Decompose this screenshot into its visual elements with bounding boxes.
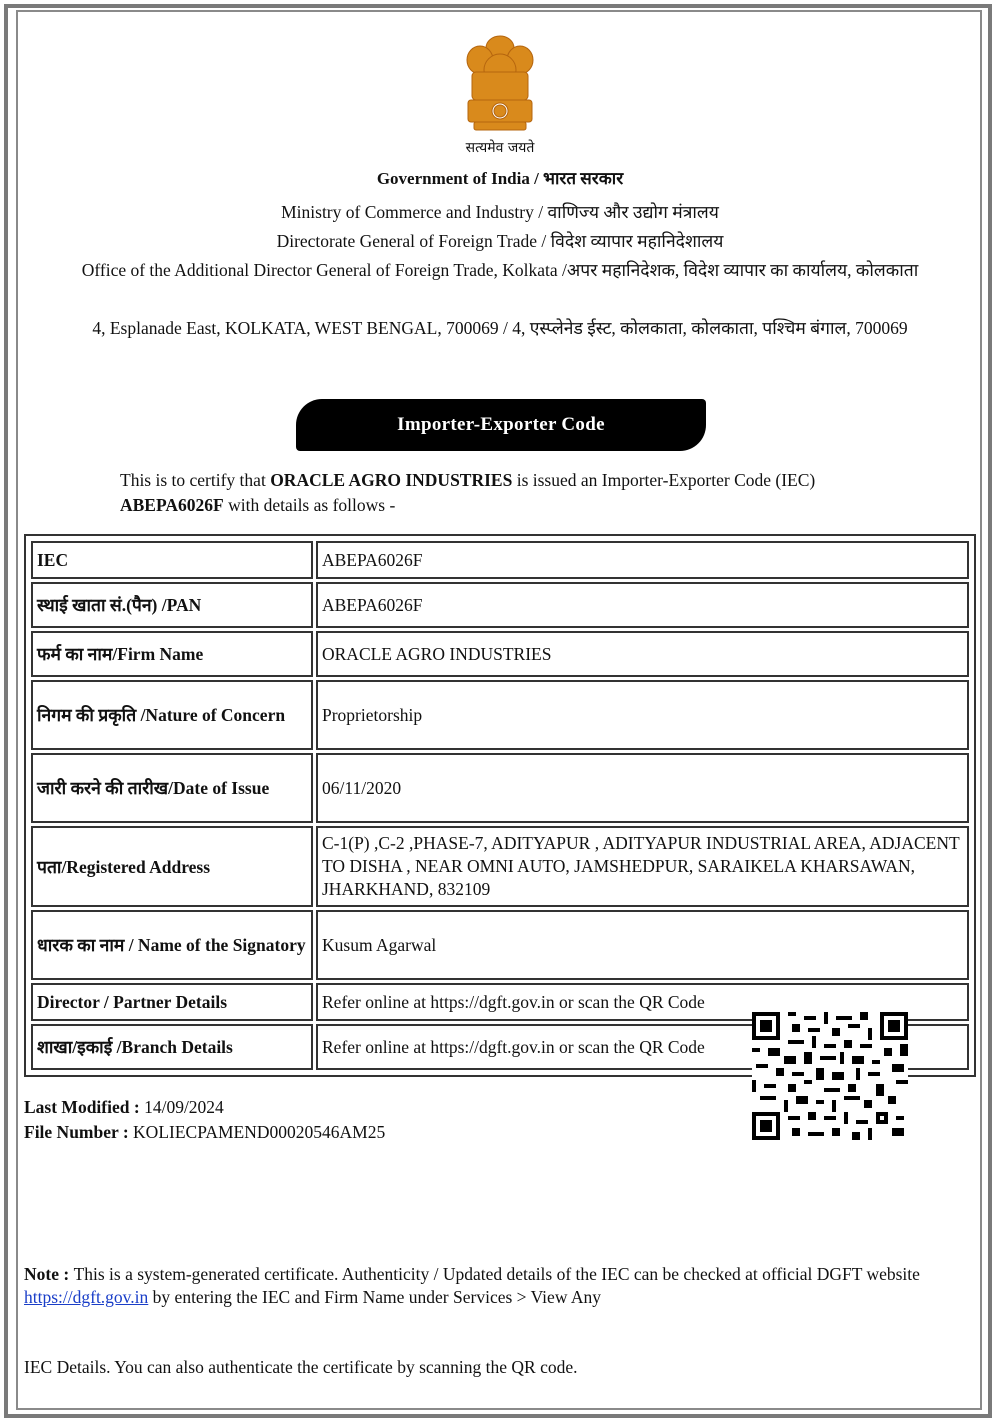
last-modified-label: Last Modified :: [24, 1097, 145, 1117]
certificate-title: Importer-Exporter Code: [296, 399, 706, 451]
certify-statement: [120, 468, 920, 518]
note-closing-line: IEC Details. You can also authenticate the certificate by scanning the QR code.: [24, 1357, 578, 1377]
row-value: Refer online at https://dgft.gov.in or scan the QR Code: [316, 983, 969, 1021]
last-modified: [24, 1095, 385, 1120]
last-modified-value: 14/09/2024: [144, 1097, 224, 1117]
note-paragraph: [24, 1263, 964, 1309]
table-row: [31, 541, 969, 579]
row-label: जारी करने की तारीख/Date of Issue: [31, 753, 313, 823]
certify-iec: ABEPA6026F: [120, 495, 224, 515]
address-line: 4, Esplanade East, KOLKATA, WEST BENGAL, 700069 / 4, एस्प्लेनेड ईस्ट, कोलकाता, कोलकाता, पश्चिम बंगाल, 700069: [92, 318, 908, 338]
file-number: [24, 1120, 385, 1145]
office-line: Office of the Additional Director General of Foreign Trade, Kolkata /अपर महानिदेशक, विदेश व्यापार का कार्यालय, कोलकाता: [81, 260, 919, 280]
row-value: Proprietorship: [316, 680, 969, 750]
note-text-continued: by entering the IEC and Firm Name under Services > View Any: [148, 1287, 601, 1307]
row-label: स्थाई खाता सं.(पैन) /PAN: [31, 582, 313, 628]
row-value: ABEPA6026F: [316, 541, 969, 579]
directorate-line: Directorate General of Foreign Trade / विदेश व्यापार महानिदेशालय: [276, 231, 724, 251]
row-label: IEC: [31, 541, 313, 579]
row-label: पता/Registered Address: [31, 826, 313, 907]
meta-block: [24, 1095, 385, 1145]
row-label: फर्म का नाम/Firm Name: [31, 631, 313, 677]
table-row: [31, 680, 969, 750]
row-label: धारक का नाम / Name of the Signatory: [31, 910, 313, 980]
national-emblem-icon: [450, 30, 550, 160]
row-label: शाखा/इकाई /Branch Details: [31, 1024, 313, 1070]
dgft-link[interactable]: https://dgft.gov.in: [24, 1287, 149, 1307]
qr-code-icon[interactable]: [752, 1012, 908, 1140]
file-number-label: File Number :: [24, 1122, 134, 1142]
certify-middle: is issued an Importer-Exporter Code (IEC): [512, 470, 816, 490]
row-value: ORACLE AGRO INDUSTRIES: [316, 631, 969, 677]
emblem-motto: सत्यमेव जयते: [465, 140, 535, 156]
row-value: ABEPA6026F: [316, 582, 969, 628]
certify-suffix: with details as follows -: [223, 495, 396, 515]
table-row: [31, 631, 969, 677]
table-row: [31, 826, 969, 907]
table-row: [31, 753, 969, 823]
certify-prefix: This is to certify that: [120, 470, 271, 490]
table-row: [31, 910, 969, 980]
row-value: Refer online at https://dgft.gov.in or scan the QR Code: [316, 1024, 969, 1070]
table-row: [31, 582, 969, 628]
row-value: Kusum Agarwal: [316, 910, 969, 980]
row-label: Director / Partner Details: [31, 983, 313, 1021]
note-text: This is a system-generated certificate. Authenticity / Updated details of the IEC can be checked at official DGFT website: [73, 1264, 920, 1284]
details-table: [24, 534, 976, 1077]
government-heading: Government of India / भारत सरकार: [376, 169, 624, 188]
certify-firm: ORACLE AGRO INDUSTRIES: [270, 470, 513, 490]
row-value: 06/11/2020: [316, 753, 969, 823]
row-label: निगम की प्रकृति /Nature of Concern: [31, 680, 313, 750]
note-label: Note :: [24, 1264, 74, 1284]
ministry-line: Ministry of Commerce and Industry / वाणिज्य और उद्योग मंत्रालय: [281, 202, 719, 222]
file-number-value: KOLIECPAMEND00020546AM25: [133, 1122, 386, 1142]
row-value: C-1(P) ,C-2 ,PHASE-7, ADITYAPUR , ADITYAPUR INDUSTRIAL AREA, ADJACENT TO DISHA , NEAR OMNI AUTO, JAMSHEDPUR, SARAIKELA KHARSAWAN, JHARKHAND, 832109: [316, 826, 969, 907]
